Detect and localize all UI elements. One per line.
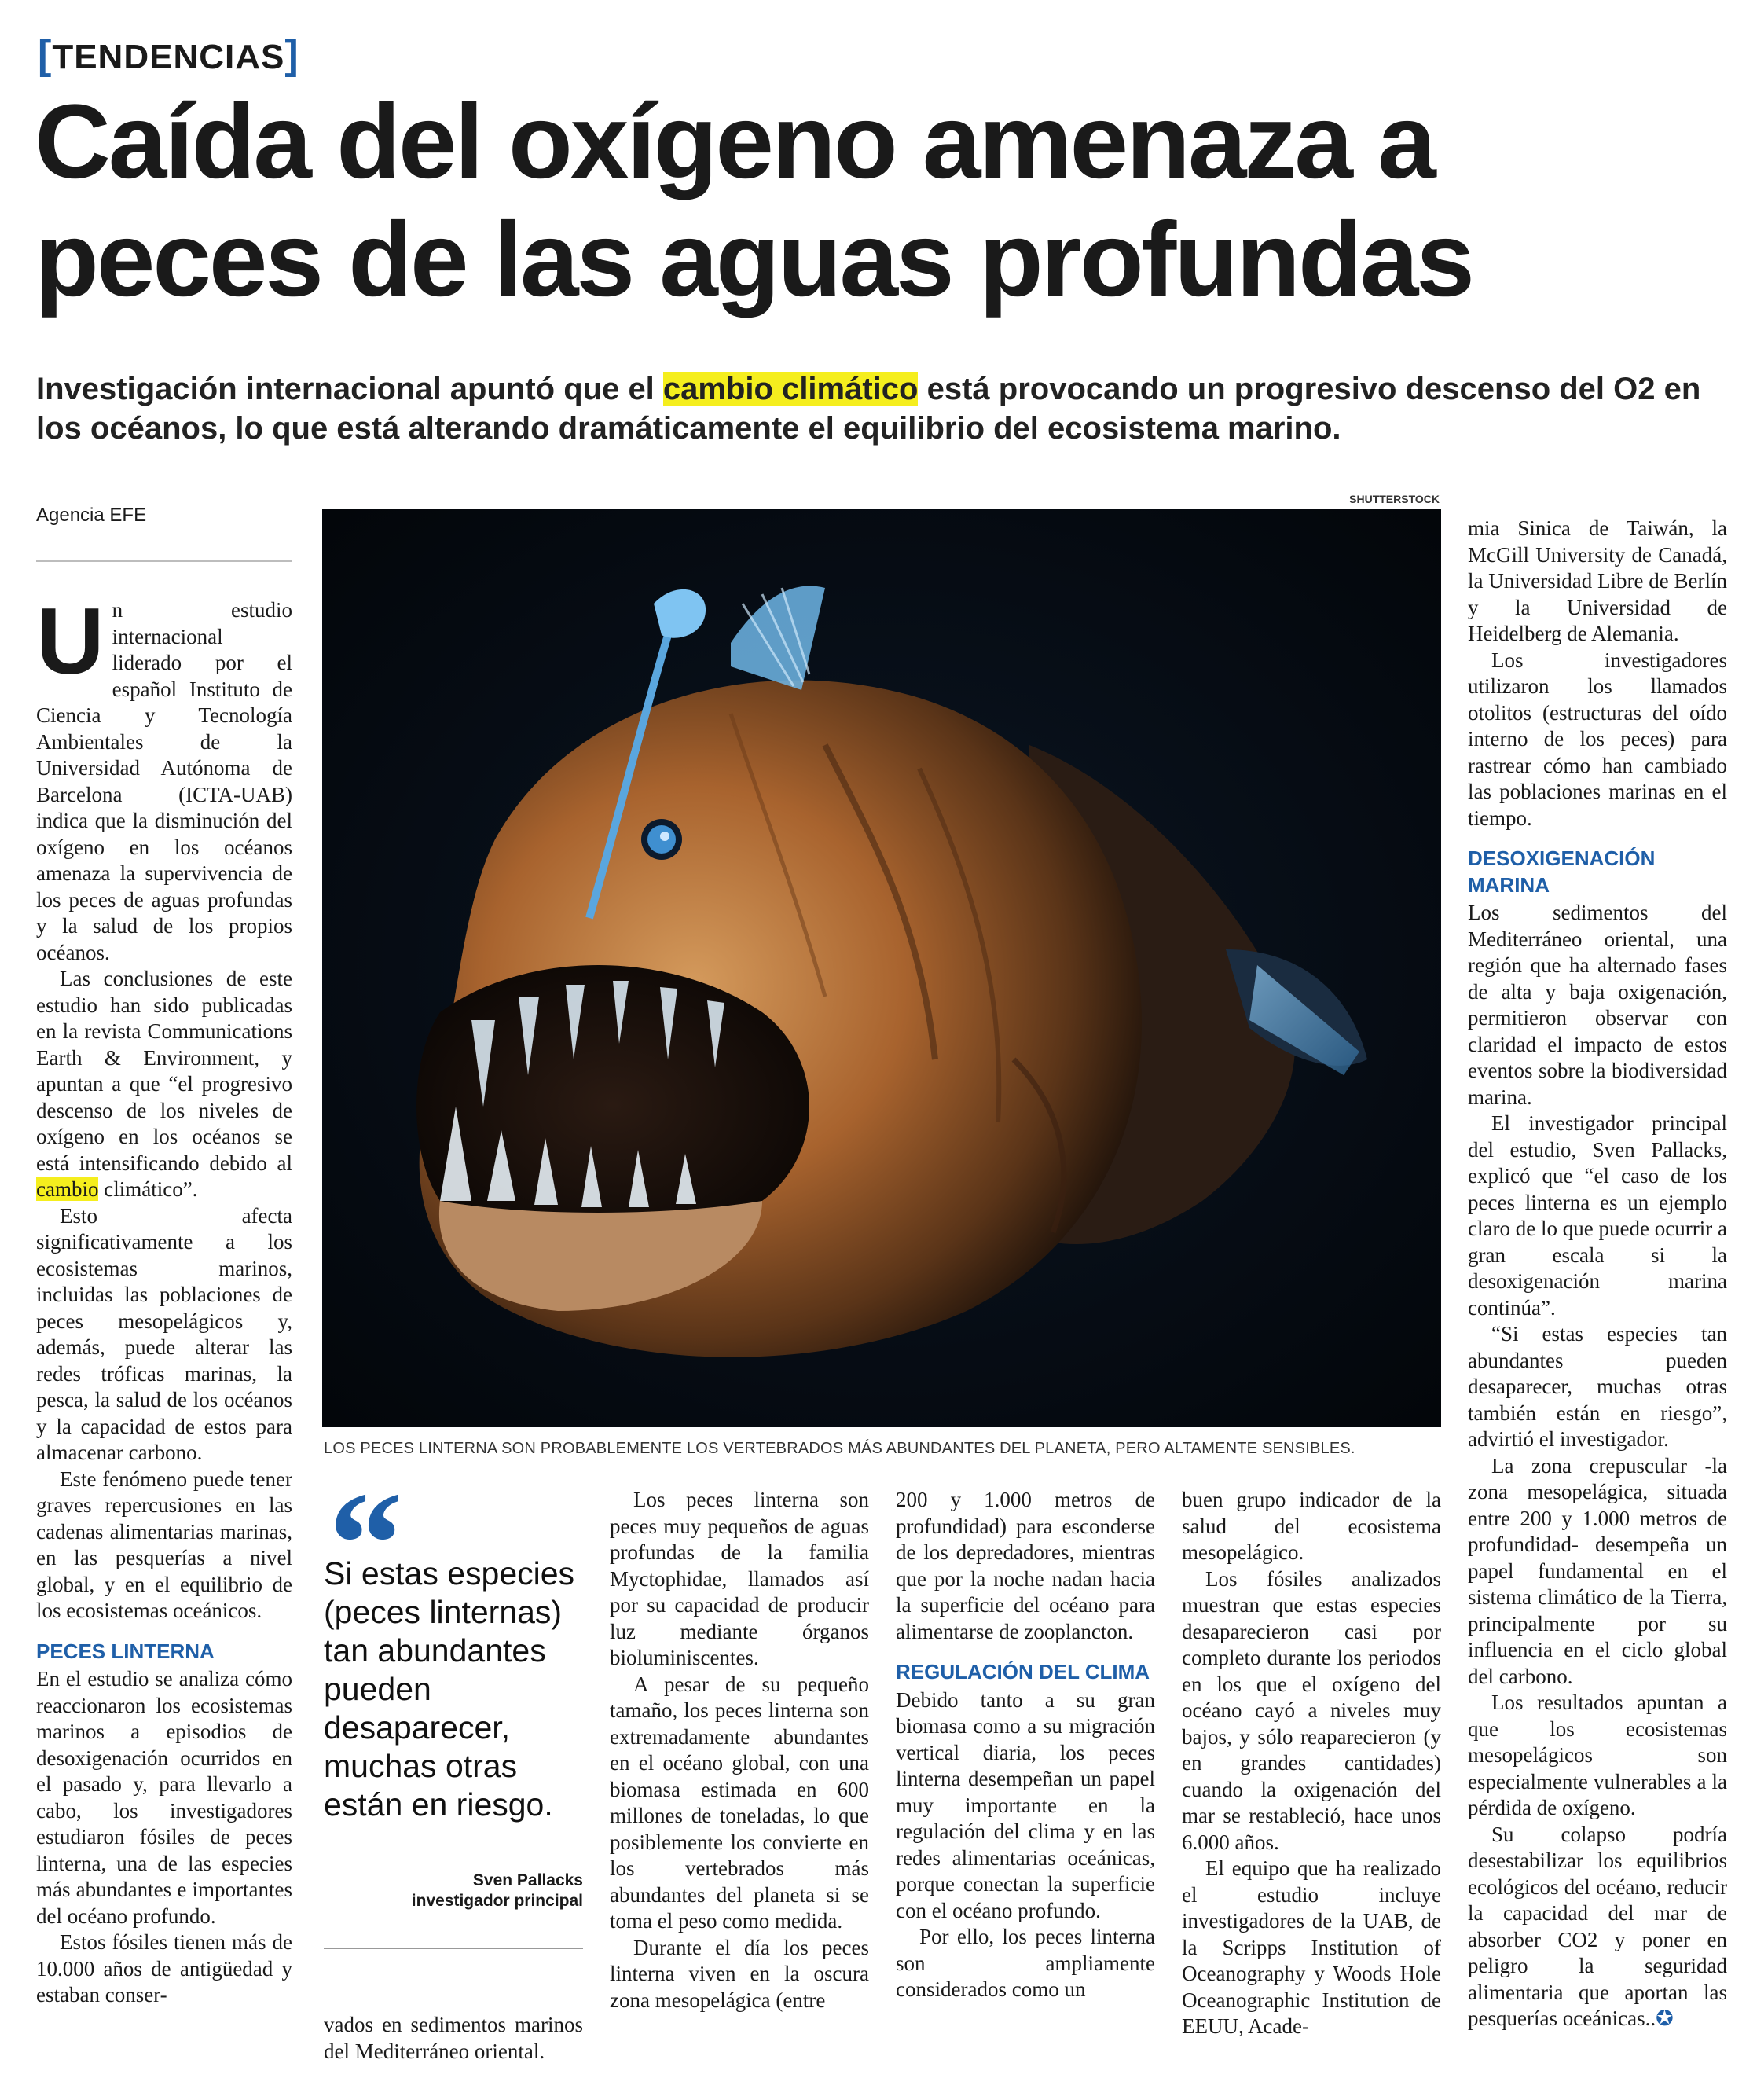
- paragraph-7: Los peces linterna son peces muy pequeños de aguas profundas de la familia Myctophidae, llamados así por su capacidad de producir luz mediante órganos bioluminiscentes.: [610, 1488, 869, 1669]
- column-2-continuation: [324, 2012, 583, 2065]
- pull-quote-text: Si estas especies (peces linternas) tan abundantes pueden desaparecer, muchas otras están en riesgo.: [324, 1555, 575, 1823]
- end-mark-icon: ✪: [1656, 2006, 1674, 2030]
- column-4: [896, 1487, 1155, 2003]
- paragraph-15: El equipo que ha realizado el estudio incluye investigadores de la UAB, de la Scripps Institution of Oceanography y Woods Hole Oceanographic Institution de EEUU, Acade-: [1182, 1856, 1441, 2038]
- deck-text-after: está provocando un progresivo descenso del O2 en los océanos, lo que está alterando dramáticamente el equilibrio del ecosistema marino.: [36, 372, 1701, 446]
- paragraph-3: Esto afecta significativamente a los ecosistemas marinos, incluidas las poblaciones de peces mesopelágicos y, además, puede alterar las redes tróficas marinas, la pesca, la salud de los océanos y la capacidad de estos para almacenar carbono.: [36, 1203, 292, 1464]
- paragraph-18: Los sedimentos del Mediterráneo oriental, una región que ha alternado fases de alta y baja oxigenación, permitieron observar con claridad el impacto de estos eventos sobre la biodiversidad marina.: [1468, 901, 1727, 1109]
- paragraph-14: Los fósiles analizados muestran que estas especies desaparecieron casi por completo durante los periodos en los que el oxígeno del océano cayó a niveles muy bajos, y sólo reaparecieron (y en grandes cantidades) cuando la oxigenación del mar se restableció, hace unos 6.000 años.: [1182, 1566, 1441, 1854]
- paragraph-6: Estos fósiles tienen más de 10.000 años de antigüedad y estaban conser-: [36, 1930, 292, 2006]
- anglerfish-illustration: [322, 509, 1441, 1427]
- paragraph-16: mia Sinica de Taiwán, la McGill University de Canadá, la Universidad Libre de Berlín y la Universidad de Heidelberg de Alemania.: [1468, 516, 1727, 645]
- column-5: [1182, 1487, 1441, 2040]
- paragraph-20: “Si estas especies tan abundantes pueden desaparecer, muchas otras también están en riesgo”, advirtió el investigador.: [1468, 1322, 1727, 1451]
- paragraph-9: Durante el día los peces linterna viven en la oscura zona mesopelágica (entre: [610, 1935, 869, 2012]
- paragraph-22: Los resultados apuntan a que los ecosistemas mesopelágicos son especialmente vulnerables a la pérdida de oxígeno.: [1468, 1691, 1727, 1819]
- deck: [36, 369, 1733, 448]
- pull-quote-author-role: investigador principal: [411, 1892, 583, 1910]
- paragraph-continued: vados en sedimentos marinos del Mediterráneo oriental.: [324, 2013, 583, 2063]
- byline: Agencia EFE: [36, 505, 147, 526]
- column-1: [36, 589, 292, 2009]
- paragraph-5: En el estudio se analiza cómo reaccionaron los ecosistemas marinos a episodios de desoxigenación ocurridos en el pasado y, para llevarlo a cabo, los investigadores estudiaron fósiles de peces linterna, una de las especies más abundantes e importantes del océano profundo.: [36, 1667, 292, 1928]
- bracket-right: ]: [284, 32, 299, 78]
- paragraph-8: A pesar de su pequeño tamaño, los peces linterna son extremadamente abundantes en el océano global, con una biomasa estimada en 600 millones de toneladas, lo que posiblemente los convierte en los vertebrados más abundantes del planeta si se toma el peso como medida.: [610, 1672, 869, 1933]
- paragraph-1: [36, 589, 292, 966]
- photo-caption: LOS PECES LINTERNA SON PROBABLEMENTE LOS VERTEBRADOS MÁS ABUNDANTES DEL PLANETA, PERO ALTAMENTE SENSIBLES.: [324, 1440, 1355, 1457]
- paragraph-11: Debido tanto a su gran biomasa como a su migración vertical diaria, los peces linterna desempeñan un papel muy importante en la regulación del clima y en las redes alimentarias oceánicas, porque conectan la superficie con el océano profundo.: [896, 1687, 1155, 1922]
- section-tag-label: TENDENCIAS: [52, 38, 285, 76]
- subhead-peces-linterna: PECES LINTERNA: [36, 1639, 215, 1663]
- paragraph-12: Por ello, los peces linterna son ampliamente considerados como un: [896, 1925, 1155, 2001]
- column-6: [1468, 516, 1727, 2032]
- paragraph-10: 200 y 1.000 metros de profundidad) para esconderse de los depredadores, mientras que por la noche nadan hacia la superficie del océano para alimentarse de zooplancton.: [896, 1488, 1155, 1643]
- paragraph-2-highlight: cambio: [36, 1177, 99, 1201]
- paragraph-23: [1468, 1822, 1727, 2032]
- paragraph-4: Este fenómeno puede tener graves repercusiones en las cadenas alimentarias marinas, en las pesquerías a nivel global, y en el equilibrio de los ecosistemas oceánicos.: [36, 1467, 292, 1622]
- pull-quote-author-name: Sven Pallacks: [472, 1871, 583, 1889]
- paragraph-17: Los investigadores utilizaron los llamados otolitos (estructuras del oído interno de los peces) para rastrear cómo han cambiado las poblaciones marinas en el tiempo.: [1468, 648, 1727, 830]
- bracket-left: [: [38, 32, 53, 78]
- paragraph-2: [36, 966, 292, 1203]
- photo-credit: SHUTTERSTOCK: [1349, 493, 1440, 505]
- paragraph-21: La zona crepuscular -la zona mesopelágica, situada entre 200 y 1.000 metros de profundidad- desempeña un papel fundamental en el sistema climático de la Tierra, principalmente por su influencia en el ciclo global del carbono.: [1468, 1453, 1727, 1688]
- paragraph-19: El investigador principal del estudio, Sven Pallacks, explicó que “el caso de los peces linterna es un ejemplo claro de lo que puede ocurrir a gran escala si la desoxigenación marina continúa”.: [1468, 1111, 1727, 1320]
- paragraph-23-text: Su colapso podría desestabilizar los equilibrios ecológicos del océano, reducir la capacidad del mar de absorber CO2 y poner en peligro la seguridad alimentaria que aportan las pesquerías oceánicas..: [1468, 1822, 1727, 2030]
- byline-rule: [36, 560, 292, 562]
- paragraph-1-text: n estudio internacional liderado por el español Instituto de Ciencia y Tecnología Ambientales de la Universidad Autónoma de Barcelona (ICTA-UAB) indica que la disminución del oxígeno en los océanos amenaza la supervivencia de los peces de aguas profundas y la salud de los propios océanos.: [36, 598, 292, 964]
- anglerfish-photo: [322, 509, 1441, 1427]
- subhead-desoxigenacion: DESOXIGENACIÓN MARINA: [1468, 846, 1656, 897]
- column-3: [610, 1487, 869, 2014]
- subhead-regulacion-clima: REGULACIÓN DEL CLIMA: [896, 1660, 1150, 1683]
- drop-cap: U: [36, 589, 105, 694]
- quote-mark-icon: “: [328, 1462, 403, 1627]
- headline: Caída del oxígeno amenaza a peces de las aguas profundas: [35, 83, 1473, 318]
- pull-quote-author: [377, 1871, 583, 1911]
- deck-text-before: Investigación internacional apuntó que el: [36, 372, 663, 406]
- paragraph-2-text: Las conclusiones de este estudio han sido publicadas en la revista Communications Earth & Environment, y apuntan a que “el progresivo descenso de los niveles de oxígeno en los océanos se está intensificando debido al: [36, 967, 292, 1175]
- deck-highlight: cambio climático: [662, 372, 919, 406]
- section-tag: [38, 31, 299, 79]
- paragraph-2-text-end: climático”.: [98, 1177, 198, 1201]
- pull-quote-rule: [324, 1948, 583, 1949]
- paragraph-13: buen grupo indicador de la salud del ecosistema mesopelágico.: [1182, 1488, 1441, 1564]
